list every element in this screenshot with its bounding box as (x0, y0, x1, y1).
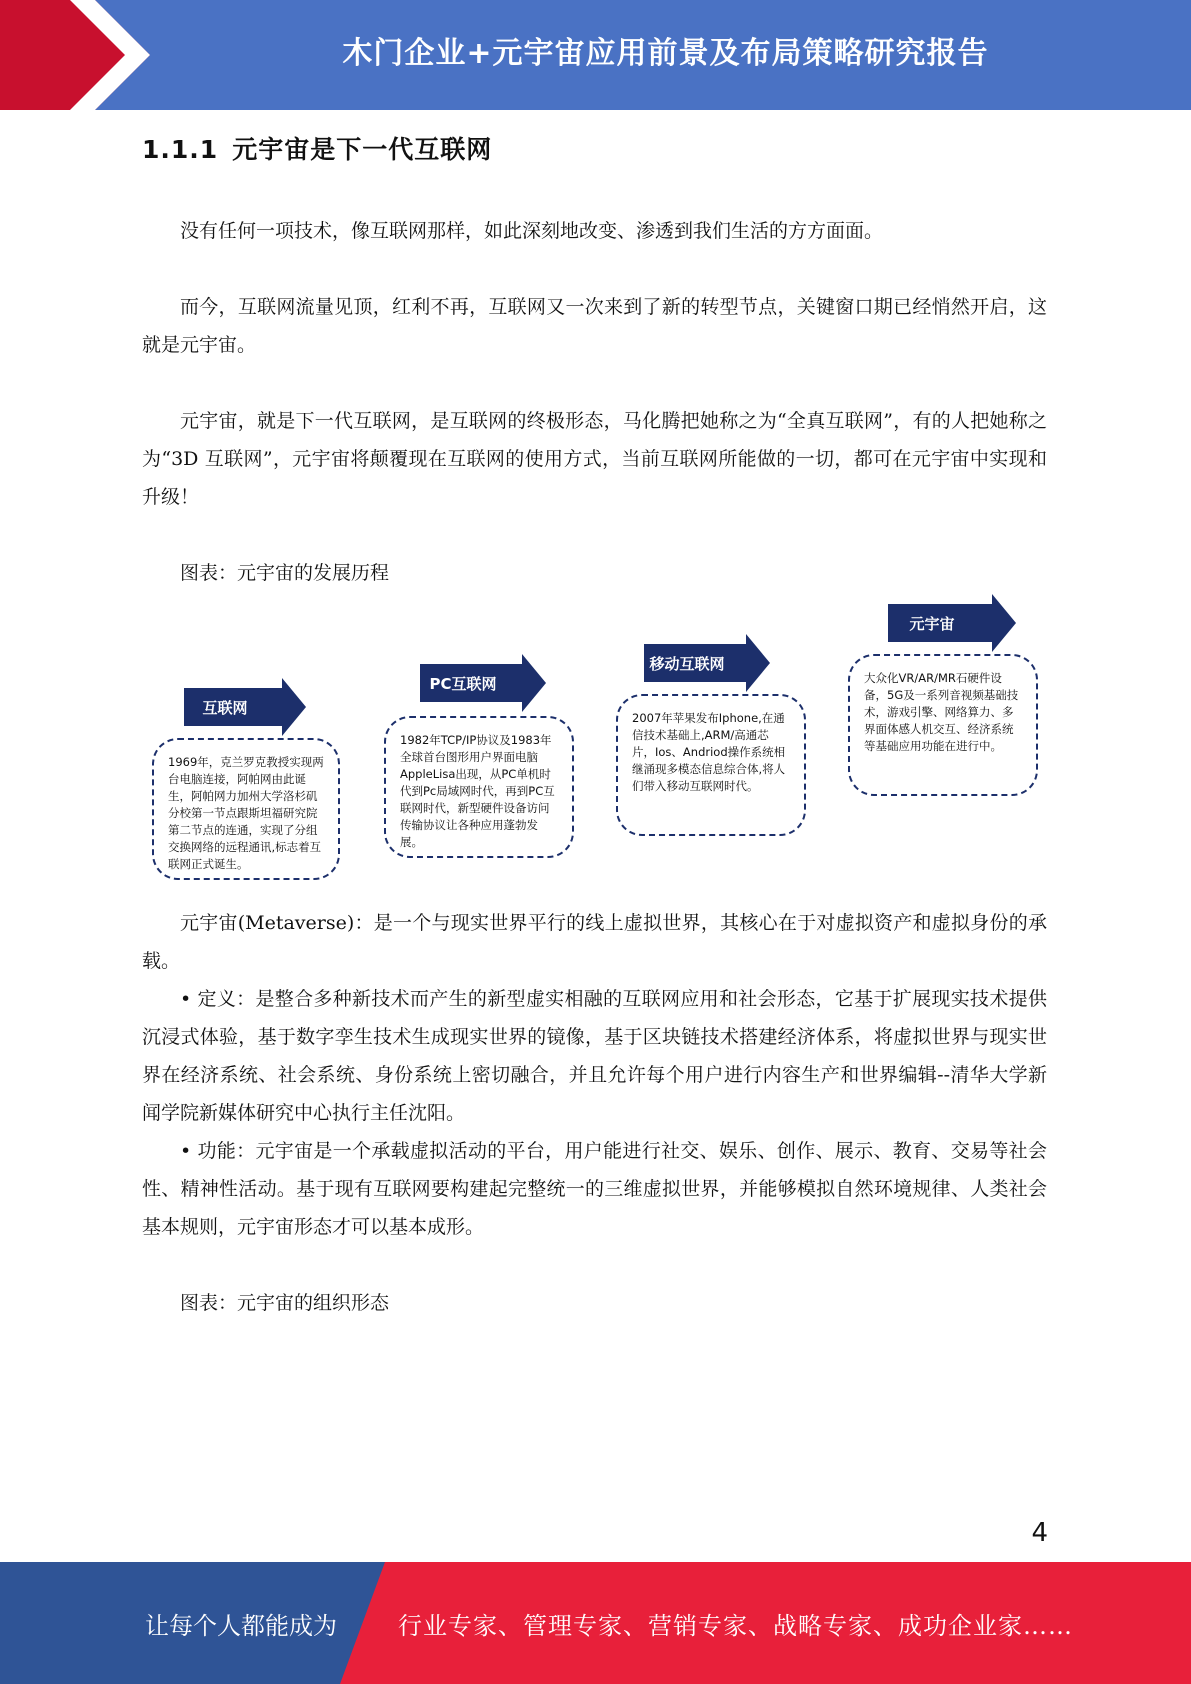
paragraph-4: 元宇宙(Metaverse)：是一个与现实世界平行的线上虚拟世界，其核心在于对虚拟资产和虚拟身份的承载。 (142, 912, 1047, 972)
figure-caption-timeline: 图表：元宇宙的发展历程 (180, 562, 390, 584)
stage-arrow: 元宇宙 (888, 604, 994, 642)
stage-arrow: 移动互联网 (644, 644, 748, 682)
stage-description: 大众化VR/AR/MR石硬件设备，5G及一系列音视频基础技术，游戏引擎、网络算力、多界面体感人机交互、经济系统等基础应用功能在进行中。 (848, 654, 1038, 796)
paragraph-6-function: • 功能：元宇宙是一个承载虚拟活动的平台，用户能进行社交、娱乐、创作、展示、教育、交易等社会性、精神性活动。基于现有互联网要构建起完整统一的三维虚拟世界，并能够模拟自然环境规律、人类社会基本规则，元宇宙形态才可以基本成形。 (142, 1140, 1047, 1238)
header-banner (0, 0, 1191, 110)
metaverse-timeline-figure (142, 590, 1047, 890)
report-title: 木门企业+元宇宙应用前景及布局策略研究报告 (342, 36, 989, 71)
stage-description: 1969年，克兰罗克教授实现两台电脑连接，阿帕网由此诞生，阿帕网力加州大学洛杉矶分校第一节点跟斯坦福研究院第二节点的连通，实现了分组交换网络的远程通讯,标志着互联网正式诞生。 (152, 738, 340, 880)
stage-description: 1982年TCP/IP协议及1983年全球首台图形用户界面电脑AppleLisa出现，从PC单机时代到Pc局域网时代，再到PC互联网时代，新型硬件设备访问传输协议让各种应用蓬勃发展。 (384, 716, 574, 858)
paragraph-3: 元宇宙，就是下一代互联网，是互联网的终极形态，马化腾把她称之为“全真互联网”，有的人把她称之为“3D 互联网”，元宇宙将颠覆现在互联网的使用方式，当前互联网所能做的一切，都可在元宇宙中实现和升级！ (142, 410, 1047, 508)
page-number: 4 (1031, 1518, 1048, 1548)
stage-description: 2007年苹果发布Iphone,在通信技术基础上,ARM/高通芯片，Ios、Andriod操作系统相继涌现多模态信息综合体,将人们带入移动互联网时代。 (616, 694, 806, 836)
footer-slogan-right: 行业专家、管理专家、营销专家、战略专家、成功企业家…… (398, 1611, 1073, 1640)
section-number: 1.1.1 (142, 135, 219, 164)
section-title: 元宇宙是下一代互联网 (232, 135, 493, 164)
paragraph-1: 没有任何一项技术，像互联网那样，如此深刻地改变、渗透到我们生活的方方面面。 (180, 220, 884, 242)
section-heading (142, 130, 492, 166)
paragraph-5-definition: • 定义：是整合多种新技术而产生的新型虚实相融的互联网应用和社会形态，它基于扩展现实技术提供沉浸式体验，基于数字孪生技术生成现实世界的镜像，基于区块链技术搭建经济体系，将虚拟世界与现实世界在经济系统、社会系统、身份系统上密切融合，并且允许每个用户进行内容生产和世界编辑--清华大学新闻学院新媒体研究中心执行主任沈阳。 (142, 988, 1047, 1124)
stage-arrow: PC互联网 (420, 664, 524, 702)
footer-banner (0, 1562, 1191, 1684)
footer-slogan-left: 让每个人都能成为 (145, 1611, 337, 1640)
stage-arrow: 互联网 (184, 688, 284, 726)
figure-caption-organization: 图表：元宇宙的组织形态 (180, 1292, 390, 1314)
paragraph-2: 而今，互联网流量见顶，红利不再，互联网又一次来到了新的转型节点，关键窗口期已经悄然开启，这就是元宇宙。 (142, 296, 1047, 356)
